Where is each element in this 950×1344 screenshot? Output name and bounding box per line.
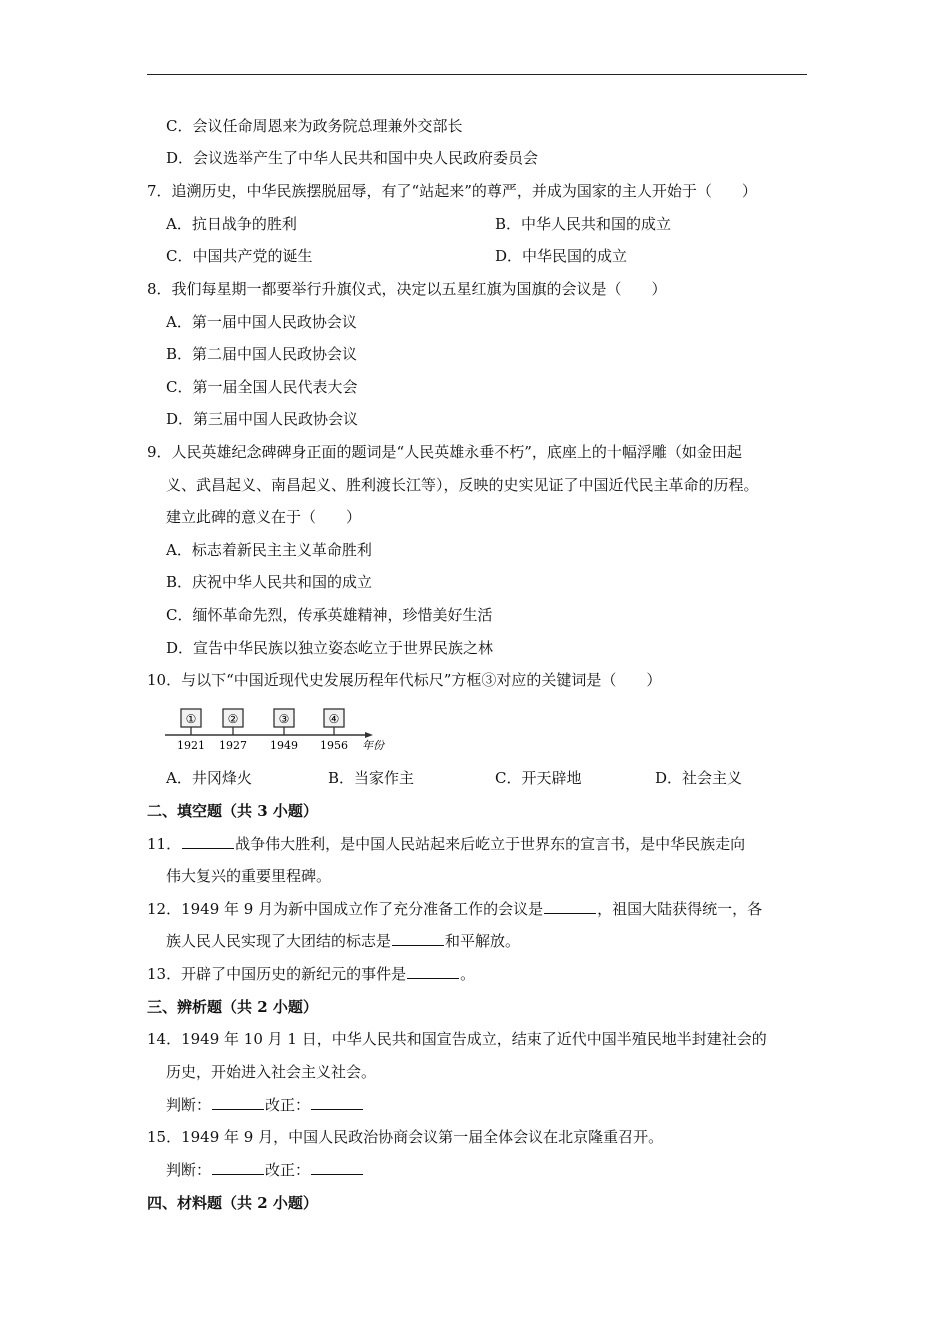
q12-blank-1 bbox=[544, 899, 596, 914]
section4-title: 四、材料题（共 2 小题） bbox=[147, 1194, 318, 1212]
q8-option-d: D．第三届中国人民政协会议 bbox=[166, 410, 359, 428]
timeline-year-2: 1927 bbox=[219, 739, 247, 752]
timeline-box-label-1: ① bbox=[185, 712, 197, 726]
q6-option-d: D．会议选举产生了中华人民共和国中央人民政府委员会 bbox=[166, 149, 539, 167]
q14-answer-line bbox=[166, 1095, 364, 1115]
q13-text-1: 13．开辟了中国历史的新纪元的事件是 bbox=[147, 965, 407, 983]
q12-text-1: 12．1949 年 9 月为新中国成立作了充分准备工作的会议是 bbox=[147, 900, 544, 918]
q9-option-b: B．庆祝中华人民共和国的成立 bbox=[166, 573, 373, 591]
q14-line1: 14．1949 年 10 月 1 日，中华人民共和国宣告成立，结束了近代中国半殖民地半封建社会的 bbox=[147, 1030, 767, 1048]
q13-text-2: 。 bbox=[460, 965, 476, 983]
timeline-box-label-4: ④ bbox=[328, 712, 340, 726]
q10-option-d: D．社会主义 bbox=[655, 769, 743, 787]
q15-judge-label: 判断： bbox=[166, 1161, 212, 1179]
timeline-ruler-figure bbox=[163, 704, 393, 754]
q15-judge-blank bbox=[212, 1160, 264, 1175]
q14-correct-blank bbox=[311, 1095, 363, 1110]
timeline-box-label-2: ② bbox=[227, 712, 239, 726]
q7-option-a: A．抗日战争的胜利 bbox=[166, 215, 297, 233]
q11-line1 bbox=[147, 834, 745, 854]
q14-correct-label: 改正： bbox=[265, 1096, 311, 1114]
q11-blank bbox=[182, 834, 234, 849]
q12-text-4: 和平解放。 bbox=[445, 932, 521, 950]
q11-line2: 伟大复兴的重要里程碑。 bbox=[166, 867, 332, 885]
section3-title: 三、辨析题（共 2 小题） bbox=[147, 998, 318, 1016]
q10-stem: 10．与以下“中国近现代史发展历程年代标尺”方框③对应的关键词是（ ） bbox=[147, 671, 662, 689]
q15-correct-blank bbox=[311, 1160, 363, 1175]
timeline-mark-1 bbox=[177, 709, 205, 752]
q7-stem: 7．追溯历史，中华民族摆脱屈辱，有了“站起来”的尊严，并成为国家的主人开始于（ ） bbox=[147, 182, 757, 200]
q7-option-d: D．中华民国的成立 bbox=[495, 247, 628, 265]
q8-option-c: C．第一届全国人民代表大会 bbox=[166, 378, 358, 396]
q14-judge-label: 判断： bbox=[166, 1096, 212, 1114]
q7-option-c: C．中国共产党的诞生 bbox=[166, 247, 313, 265]
q12-text-3: 族人民人民实现了大团结的标志是 bbox=[166, 932, 392, 950]
timeline-mark-4 bbox=[320, 709, 348, 752]
timeline-mark-2 bbox=[219, 709, 247, 752]
timeline-arrow bbox=[365, 732, 373, 738]
q9-stem-line2: 义、武昌起义、南昌起义、胜利渡长江等），反映的史实见证了中国近代民主革命的历程。 bbox=[166, 476, 759, 494]
q6-option-c: C．会议任命周恩来为政务院总理兼外交部长 bbox=[166, 117, 463, 135]
q8-option-a: A．第一届中国人民政协会议 bbox=[166, 313, 357, 331]
q10-option-b: B．当家作主 bbox=[328, 769, 415, 787]
timeline-year-1: 1921 bbox=[177, 739, 205, 752]
q12-line1 bbox=[147, 899, 762, 919]
q15-line1: 15．1949 年 9 月，中国人民政治协商会议第一届全体会议在北京隆重召开。 bbox=[147, 1128, 664, 1146]
q9-stem-line1: 9．人民英雄纪念碑碑身正面的题词是“人民英雄永垂不朽”，底座上的十幅浮雕（如金田起 bbox=[147, 443, 742, 461]
header-rule bbox=[147, 74, 807, 75]
q15-answer-line bbox=[166, 1160, 364, 1180]
q12-line2 bbox=[166, 931, 520, 951]
q8-option-b: B．第二届中国人民政协会议 bbox=[166, 345, 358, 363]
q11-text: 战争伟大胜利，是中国人民站起来后屹立于世界东的宣言书，是中华民族走向 bbox=[235, 835, 746, 853]
q9-option-a: A．标志着新民主主义革命胜利 bbox=[166, 541, 372, 559]
timeline-unit-label: 年份 bbox=[362, 739, 384, 752]
q9-stem-line3: 建立此碑的意义在于（ ） bbox=[166, 508, 362, 526]
q9-option-c: C．缅怀革命先烈，传承英雄精神，珍惜美好生活 bbox=[166, 606, 493, 624]
q7-option-b: B．中华人民共和国的成立 bbox=[495, 215, 672, 233]
q15-correct-label: 改正： bbox=[265, 1161, 311, 1179]
q13-blank bbox=[407, 964, 459, 979]
section2-title: 二、填空题（共 3 小题） bbox=[147, 802, 318, 820]
timeline-mark-3 bbox=[270, 709, 298, 752]
timeline-box-label-3: ③ bbox=[278, 712, 290, 726]
q10-option-a: A．井冈烽火 bbox=[166, 769, 252, 787]
timeline-year-4: 1956 bbox=[320, 739, 348, 752]
q9-option-d: D．宣告中华民族以独立姿态屹立于世界民族之林 bbox=[166, 639, 494, 657]
q12-blank-2 bbox=[392, 931, 444, 946]
q8-stem: 8．我们每星期一都要举行升旗仪式，决定以五星红旗为国旗的会议是（ ） bbox=[147, 280, 667, 298]
q14-judge-blank bbox=[212, 1095, 264, 1110]
q12-text-2: ，祖国大陆获得统一，各 bbox=[597, 900, 763, 918]
timeline-year-3: 1949 bbox=[270, 739, 298, 752]
q13-line bbox=[147, 964, 475, 984]
q10-option-c: C．开天辟地 bbox=[495, 769, 582, 787]
q14-line2: 历史，开始进入社会主义社会。 bbox=[166, 1063, 377, 1081]
q11-number: 11． bbox=[147, 835, 182, 853]
